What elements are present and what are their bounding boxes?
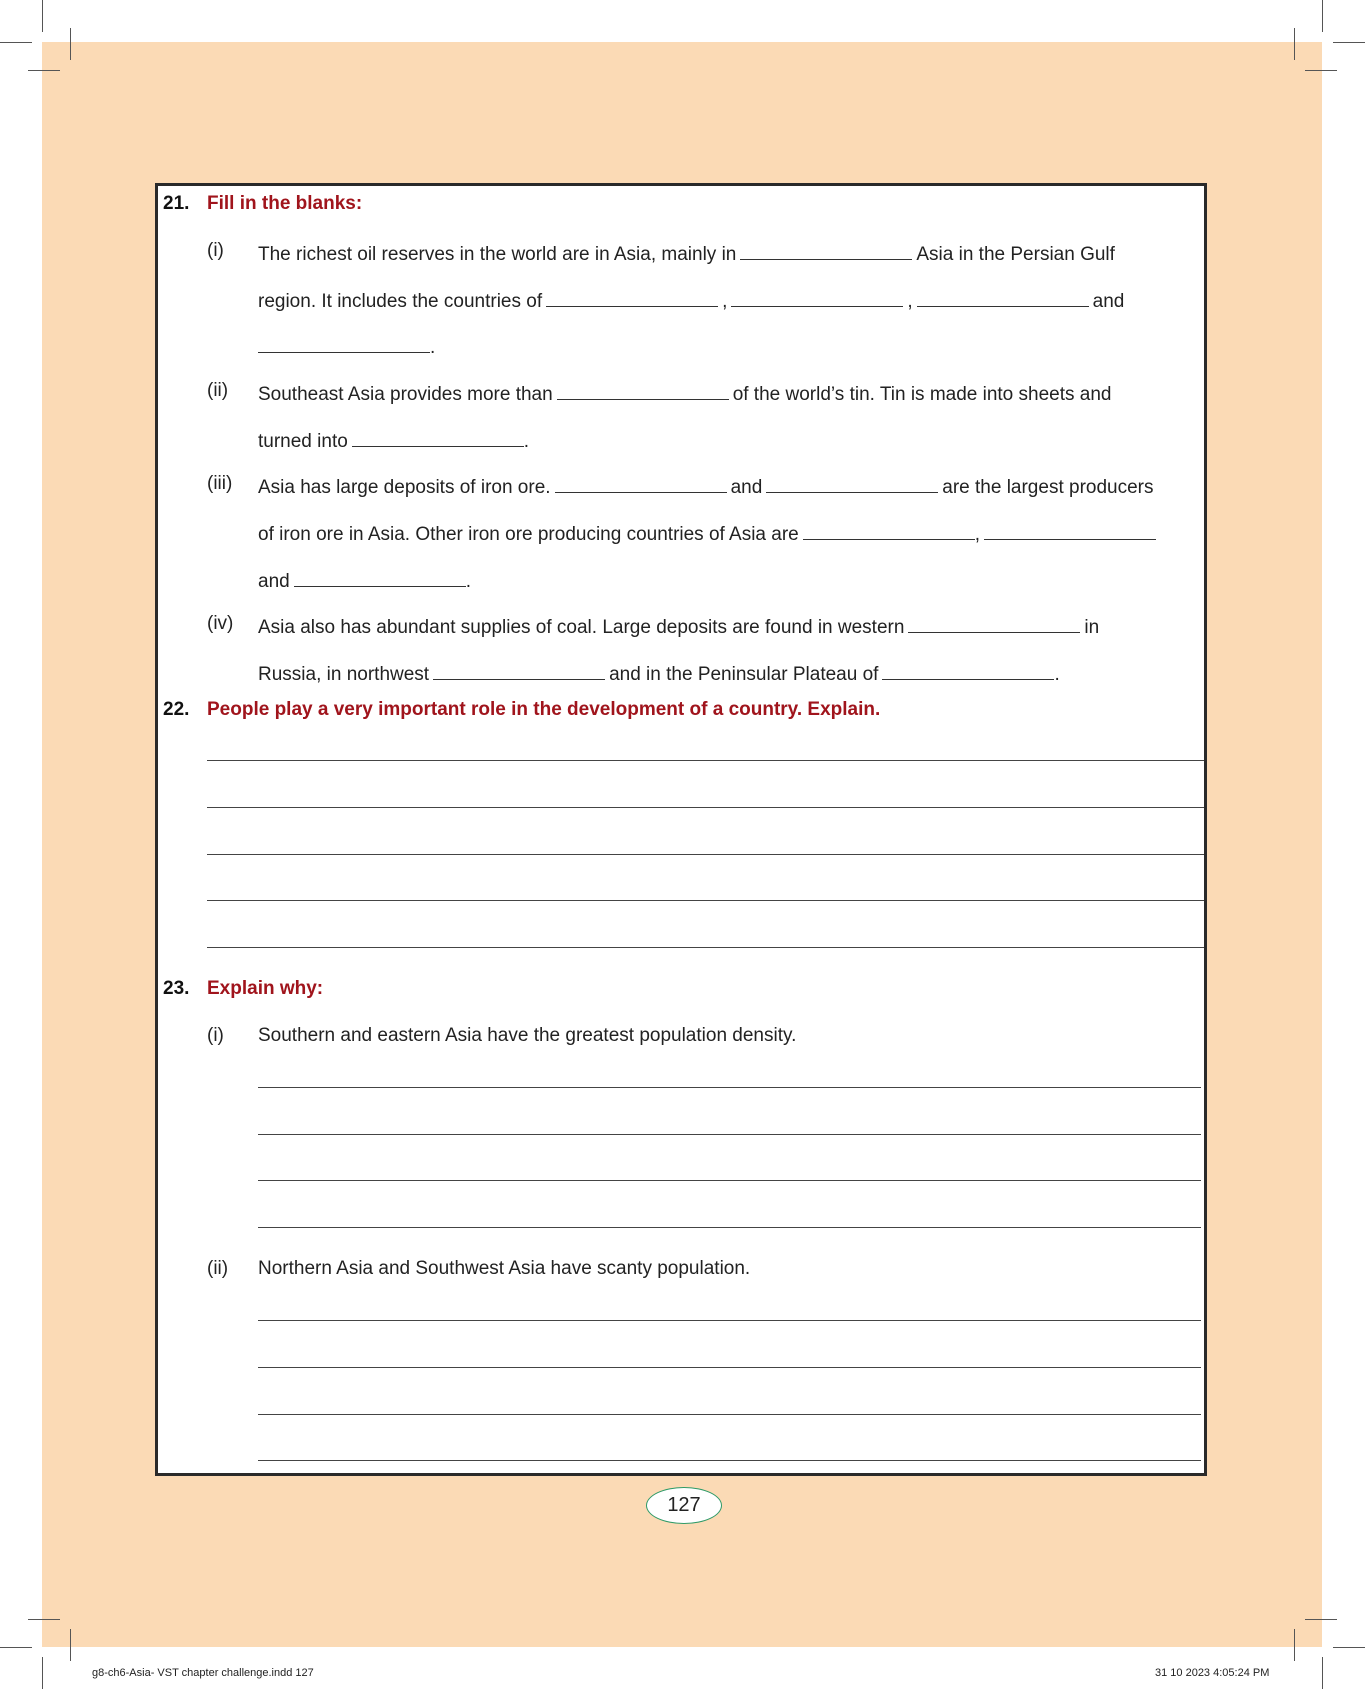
- text-segment: .: [1054, 664, 1060, 685]
- blank-field[interactable]: [352, 427, 524, 447]
- fill-line: [258, 380, 1112, 406]
- answer-line[interactable]: [258, 1414, 1201, 1415]
- item-label: (iv): [207, 613, 234, 634]
- answer-line[interactable]: [258, 1320, 1201, 1321]
- blank-field[interactable]: [908, 613, 1080, 633]
- fill-line: [258, 287, 1124, 313]
- footer-timestamp: 31 10 2023 4:05:24 PM: [1155, 1667, 1270, 1679]
- crop-mark: [70, 1629, 71, 1661]
- crop-mark: [42, 1657, 43, 1689]
- text-segment: Asia also has abundant supplies of coal. Large deposits are found in western: [258, 617, 905, 638]
- question-number: 21.: [163, 193, 190, 214]
- footer-file-info: g8-ch6-Asia- VST chapter challenge.indd 127: [92, 1667, 314, 1679]
- fill-line: [258, 567, 471, 593]
- fill-line: [258, 660, 1060, 686]
- answer-line[interactable]: [207, 947, 1204, 948]
- crop-mark: [1294, 28, 1295, 60]
- text-segment: ,: [974, 524, 981, 545]
- question-heading: Explain why:: [207, 978, 324, 999]
- fill-line: [258, 240, 1115, 266]
- page-number: 127: [646, 1487, 722, 1524]
- answer-line[interactable]: [207, 807, 1204, 808]
- question-number: 22.: [163, 699, 190, 720]
- blank-field[interactable]: [433, 660, 605, 680]
- blank-field[interactable]: [740, 240, 912, 260]
- answer-line[interactable]: [258, 1460, 1201, 1461]
- blank-field[interactable]: [557, 380, 729, 400]
- blank-field[interactable]: [984, 520, 1156, 540]
- crop-mark: [0, 42, 32, 43]
- blank-field[interactable]: [555, 473, 727, 493]
- answer-line[interactable]: [207, 854, 1204, 855]
- answer-line[interactable]: [258, 1180, 1201, 1181]
- text-segment: and: [730, 477, 763, 498]
- blank-field[interactable]: [803, 520, 975, 540]
- text-segment: of the world’s tin. Tin is made into sheets and: [732, 384, 1112, 405]
- answer-line[interactable]: [207, 900, 1204, 901]
- item-label: (iii): [207, 473, 233, 494]
- text-segment: .: [430, 337, 436, 358]
- text-segment: turned into: [258, 431, 348, 452]
- question-text: Northern Asia and Southwest Asia have scanty population.: [258, 1258, 751, 1279]
- text-segment: .: [465, 571, 471, 592]
- item-label: (ii): [207, 1258, 229, 1279]
- crop-mark: [1333, 42, 1365, 43]
- blank-field[interactable]: [731, 287, 903, 307]
- crop-mark: [1333, 1647, 1365, 1648]
- text-segment: Asia in the Persian Gulf: [916, 244, 1115, 265]
- fill-line: [258, 473, 1154, 499]
- fill-line: [258, 333, 435, 359]
- crop-mark: [0, 1647, 32, 1648]
- text-segment: ,: [722, 291, 728, 312]
- item-label: (ii): [207, 380, 229, 401]
- answer-line[interactable]: [258, 1227, 1201, 1228]
- text-segment: Russia, in northwest: [258, 664, 430, 685]
- crop-mark: [1322, 0, 1323, 32]
- crop-mark: [1305, 1619, 1337, 1620]
- fill-line: [258, 520, 1160, 546]
- crop-mark: [1294, 1629, 1295, 1661]
- blank-field[interactable]: [546, 287, 718, 307]
- question-heading: Fill in the blanks:: [207, 193, 363, 214]
- worksheet-box: [155, 183, 1207, 1476]
- crop-mark: [28, 1619, 60, 1620]
- blank-field[interactable]: [294, 567, 466, 587]
- text-segment: are the largest producers: [942, 477, 1154, 498]
- text-segment: of iron ore in Asia. Other iron ore producing countries of Asia are: [258, 524, 799, 545]
- fill-line: [258, 427, 529, 453]
- answer-line[interactable]: [258, 1367, 1201, 1368]
- answer-line[interactable]: [207, 760, 1204, 761]
- text-segment: .: [523, 431, 530, 452]
- text-segment: The richest oil reserves in the world are in Asia, mainly in: [258, 244, 737, 265]
- crop-mark: [70, 28, 71, 60]
- text-segment: ,: [907, 291, 913, 312]
- question-text: Southern and eastern Asia have the greatest population density.: [258, 1025, 797, 1046]
- crop-mark: [1305, 70, 1337, 71]
- blank-field[interactable]: [766, 473, 938, 493]
- question-number: 23.: [163, 978, 190, 999]
- item-label: (i): [207, 240, 224, 261]
- text-segment: and: [258, 571, 290, 592]
- blank-field[interactable]: [882, 660, 1054, 680]
- text-segment: Southeast Asia provides more than: [258, 384, 553, 405]
- answer-line[interactable]: [258, 1087, 1201, 1088]
- blank-field[interactable]: [917, 287, 1089, 307]
- crop-mark: [28, 70, 60, 71]
- item-label: (i): [207, 1025, 224, 1046]
- answer-line[interactable]: [258, 1134, 1201, 1135]
- fill-line: [258, 613, 1099, 639]
- text-segment: region. It includes the countries of: [258, 291, 543, 312]
- question-heading: People play a very important role in the development of a country. Explain.: [207, 699, 881, 720]
- text-segment: and in the Peninsular Plateau of: [609, 664, 879, 685]
- text-segment: Asia has large deposits of iron ore.: [258, 477, 551, 498]
- crop-mark: [1322, 1657, 1323, 1689]
- text-segment: and: [1092, 291, 1125, 312]
- text-segment: in: [1084, 617, 1100, 638]
- blank-field[interactable]: [258, 333, 430, 353]
- crop-mark: [42, 0, 43, 32]
